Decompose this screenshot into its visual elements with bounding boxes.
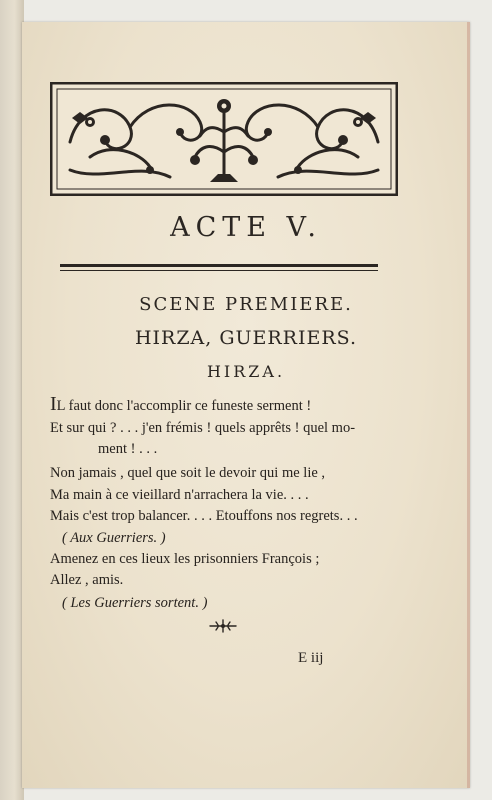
stage-direction: ( Les Guerriers sortent. ) — [62, 595, 208, 611]
verse-line: Ma main à ce vieillard n'arrachera la vie. . . . — [50, 487, 309, 503]
title-rule — [60, 264, 378, 267]
verse-line — [50, 394, 311, 415]
speaker-name: HIRZA. — [206, 362, 286, 381]
previous-page-edge — [0, 0, 24, 800]
verse-line-continuation: ment ! . . . — [98, 441, 158, 457]
act-title: ACTE V. — [170, 212, 322, 243]
signature-mark: E iij — [298, 650, 324, 666]
stage-direction: ( Aux Guerriers. ) — [62, 530, 166, 546]
verse-text: L faut donc l'accomplir ce funeste serment ! — [56, 398, 312, 414]
page-edge — [467, 22, 470, 788]
drop-cap: I — [50, 393, 57, 415]
floral-headpiece-ornament — [50, 82, 398, 196]
title-rule-thin — [60, 270, 378, 271]
verse-line: Et sur qui ? . . . j'en frémis ! quels apprêts ! quel mo- — [50, 420, 356, 436]
scene-characters: HIRZA, GUERRIERS. — [134, 327, 358, 349]
verse-line: Allez , amis. — [50, 572, 124, 588]
verse-line: Mais c'est trop balancer. . . . Etouffons nos regrets. . . — [50, 508, 358, 524]
verse-line: Amenez en ces lieux les prisonniers François ; — [50, 551, 320, 567]
book-page — [22, 22, 470, 788]
verse-line: Non jamais , quel que soit le devoir qui me lie , — [50, 465, 326, 481]
fleuron-ornament — [208, 618, 238, 634]
scene-title: SCENE PREMIERE. — [139, 294, 353, 315]
